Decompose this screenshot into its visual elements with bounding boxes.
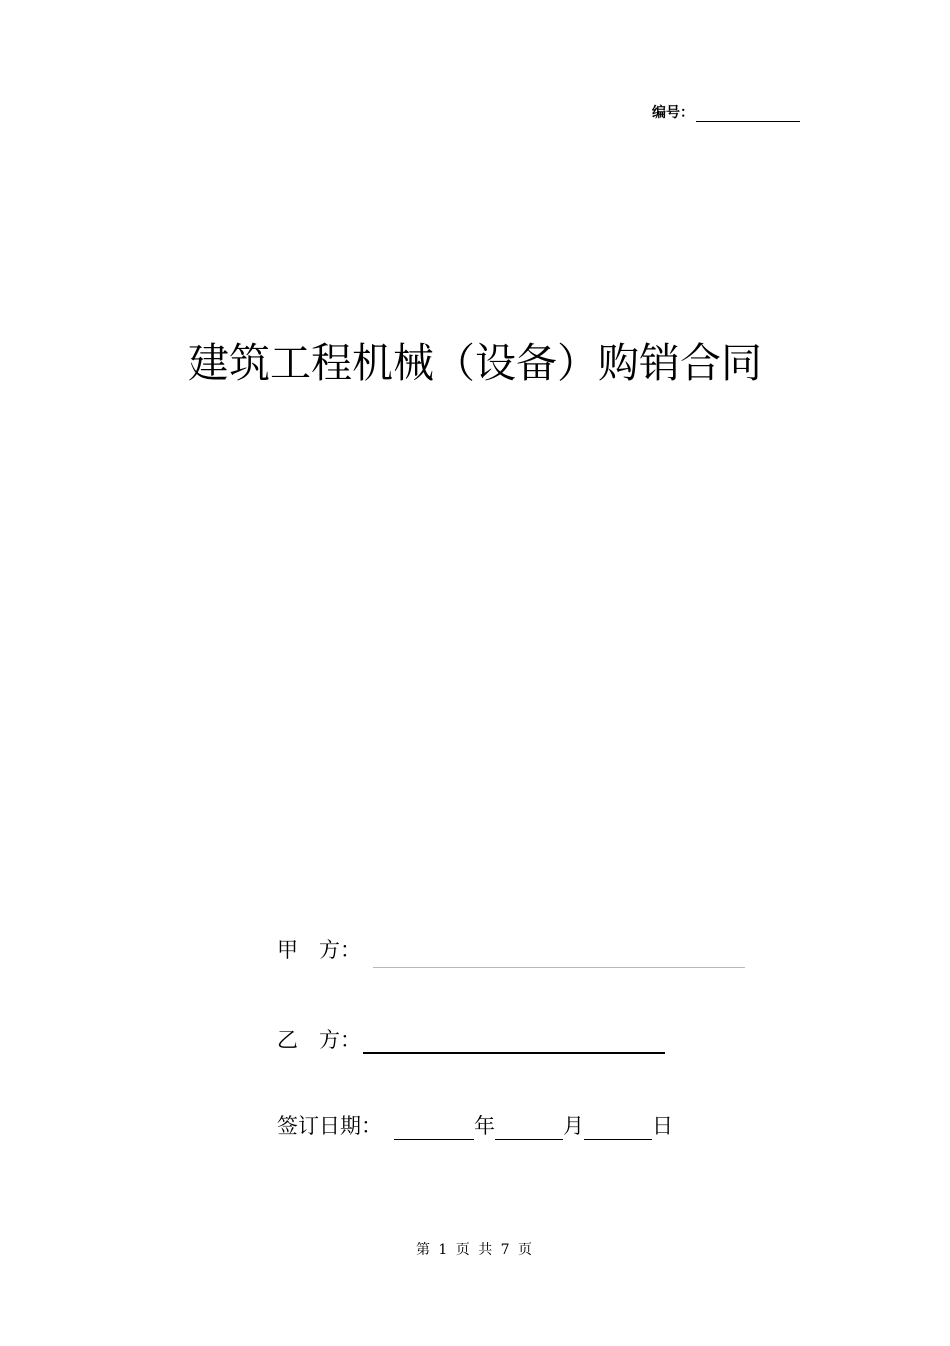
month-unit: 月 <box>563 1114 584 1138</box>
document-title: 建筑工程机械（设备）购销合同 <box>188 339 762 387</box>
serial-number-field <box>652 102 800 122</box>
year-blank[interactable] <box>394 1115 474 1140</box>
party-a-label: 甲 方： <box>277 938 361 962</box>
party-a-field <box>277 934 745 964</box>
signing-date-label: 签订日期： <box>277 1114 382 1138</box>
party-a-blank[interactable] <box>373 941 745 968</box>
day-unit: 日 <box>652 1114 673 1138</box>
party-b-blank[interactable] <box>363 1028 665 1054</box>
signing-date-field <box>277 1110 673 1140</box>
party-b-label: 乙 方： <box>277 1028 361 1052</box>
party-b-field <box>277 1024 665 1054</box>
month-blank[interactable] <box>495 1115 563 1140</box>
year-unit: 年 <box>474 1114 495 1138</box>
page-footer: 第 1 页 共 7 页 <box>415 1242 535 1258</box>
serial-number-label: 编号： <box>652 105 694 121</box>
serial-number-blank[interactable] <box>696 105 800 122</box>
day-blank[interactable] <box>584 1115 652 1140</box>
